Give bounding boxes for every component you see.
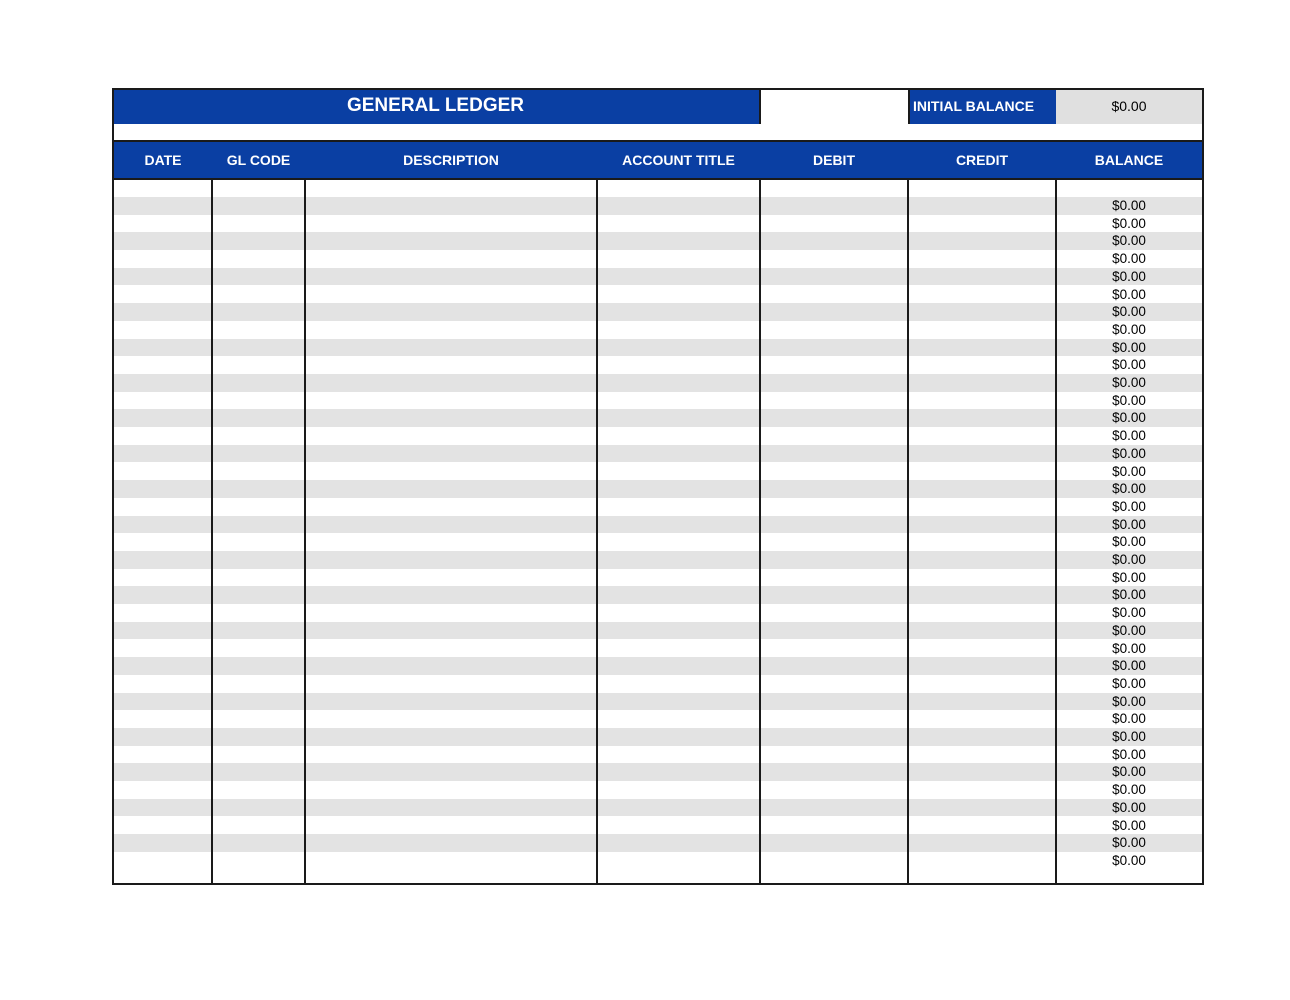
table-row-stripe <box>114 197 1202 215</box>
balance-cell[interactable]: $0.00 <box>1112 233 1146 249</box>
balance-cell[interactable]: $0.00 <box>1112 640 1146 656</box>
column-divider <box>907 180 909 883</box>
table-row-stripe <box>114 799 1202 817</box>
spacer-row <box>114 124 1202 142</box>
balance-cell[interactable]: $0.00 <box>1112 534 1146 550</box>
balance-cell[interactable]: $0.00 <box>1112 268 1146 284</box>
table-row-stripe <box>114 622 1202 640</box>
title-row <box>114 90 1202 124</box>
table-row-stripe <box>114 586 1202 604</box>
balance-cell[interactable]: $0.00 <box>1112 729 1146 744</box>
column-header-gl-code: GL CODE <box>226 152 291 168</box>
table-row-stripe <box>114 763 1202 781</box>
ledger-body <box>114 180 1202 883</box>
balance-cell[interactable]: $0.00 <box>1112 587 1146 603</box>
balance-cell[interactable]: $0.00 <box>1112 481 1146 497</box>
table-row-stripe <box>114 551 1202 569</box>
balance-cell[interactable]: $0.00 <box>1112 764 1146 780</box>
balance-cell[interactable]: $0.00 <box>1112 516 1146 532</box>
initial-balance-value[interactable]: $0.00 <box>1056 90 1202 124</box>
ledger-sheet <box>112 88 1204 885</box>
column-header-credit: CREDIT <box>955 152 1009 168</box>
ledger-title: GENERAL LEDGER <box>114 90 761 124</box>
balance-cell[interactable]: $0.00 <box>1112 375 1146 390</box>
table-row-stripe <box>114 693 1202 711</box>
balance-cell[interactable]: $0.00 <box>1112 215 1146 231</box>
table-row-stripe <box>114 834 1202 852</box>
table-row-stripe <box>114 516 1202 534</box>
balance-cell[interactable]: $0.00 <box>1112 852 1146 868</box>
balance-cell[interactable]: $0.00 <box>1112 569 1146 585</box>
balance-cell[interactable]: $0.00 <box>1112 711 1146 727</box>
column-header-description: DESCRIPTION <box>403 152 499 168</box>
balance-cell[interactable]: $0.00 <box>1112 799 1146 815</box>
table-row-stripe <box>114 657 1202 675</box>
balance-cell[interactable]: $0.00 <box>1112 251 1146 267</box>
column-divider <box>759 180 761 883</box>
balance-cell[interactable]: $0.00 <box>1112 339 1146 355</box>
column-header-row <box>114 142 1202 180</box>
balance-cell[interactable]: $0.00 <box>1112 835 1146 851</box>
blank-cell[interactable] <box>761 90 908 124</box>
table-row-stripe <box>114 232 1202 250</box>
balance-cell[interactable]: $0.00 <box>1112 782 1146 798</box>
balance-cell[interactable]: $0.00 <box>1112 321 1146 337</box>
column-header-balance: BALANCE <box>1094 152 1164 168</box>
table-row-stripe <box>114 728 1202 746</box>
balance-cell[interactable]: $0.00 <box>1112 410 1146 426</box>
table-row-stripe <box>114 409 1202 427</box>
balance-cell[interactable]: $0.00 <box>1112 445 1146 461</box>
balance-cell[interactable]: $0.00 <box>1112 498 1146 514</box>
balance-cell[interactable]: $0.00 <box>1112 552 1146 567</box>
table-row-stripe <box>114 445 1202 463</box>
column-divider <box>596 180 598 883</box>
table-row-stripe <box>114 268 1202 286</box>
balance-cell[interactable]: $0.00 <box>1112 746 1146 762</box>
balance-cell[interactable]: $0.00 <box>1112 198 1146 213</box>
balance-cell[interactable]: $0.00 <box>1112 463 1146 479</box>
balance-cell[interactable]: $0.00 <box>1112 286 1146 302</box>
column-header-debit: DEBIT <box>813 152 855 168</box>
balance-cell[interactable]: $0.00 <box>1112 428 1146 444</box>
table-row-stripe <box>114 480 1202 498</box>
table-row-stripe <box>114 339 1202 357</box>
balance-cell[interactable]: $0.00 <box>1112 392 1146 408</box>
column-divider <box>211 180 213 883</box>
table-row-stripe <box>114 374 1202 392</box>
balance-cell[interactable]: $0.00 <box>1112 357 1146 373</box>
column-header-account-title: ACCOUNT TITLE <box>622 152 735 168</box>
balance-cell[interactable]: $0.00 <box>1112 605 1146 621</box>
column-divider <box>304 180 306 883</box>
balance-cell[interactable]: $0.00 <box>1112 304 1146 320</box>
balance-cell[interactable]: $0.00 <box>1112 622 1146 638</box>
table-row-stripe <box>114 303 1202 321</box>
balance-cell[interactable]: $0.00 <box>1112 675 1146 691</box>
initial-balance-label: INITIAL BALANCE <box>908 90 1056 124</box>
balance-cell[interactable]: $0.00 <box>1112 817 1146 833</box>
column-header-date: DATE <box>144 152 182 168</box>
column-divider <box>1055 180 1057 883</box>
balance-cell[interactable]: $0.00 <box>1112 658 1146 674</box>
balance-cell[interactable]: $0.00 <box>1112 693 1146 709</box>
